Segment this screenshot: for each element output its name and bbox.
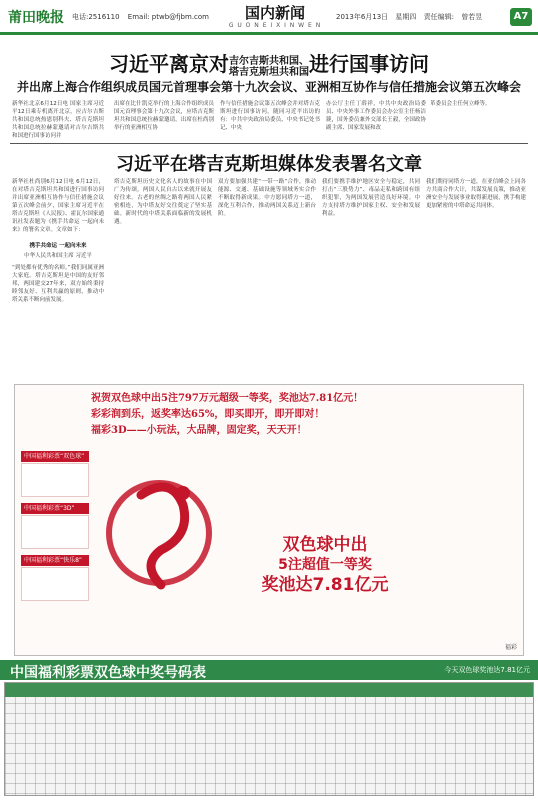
section-divider — [10, 143, 528, 144]
lottery-results-title: 中国福利彩票双色球中奖号码表 — [10, 665, 206, 681]
article2-column: 塔吉克斯坦历史文化名人的故事在中国广为传颂，两国人民自古以来就开展友好往来。古老的丝绸之路将两国人民紧密相连，为中塔友好交往奠定了坚实基础。新时代的中塔关系面临新的发展机遇。 — [114, 179, 212, 225]
article2-column: 我们要携手维护地区安全与稳定，共同打击“三股势力”、毒品走私和跨国有组织犯罪，为两国发展营造良好环境。中方支持塔方维护国家主权、安全和发展利益。 — [322, 179, 420, 217]
ad-banner-line: 祝贺双色球中出5注797万元超级一等奖，奖池达7.81亿元！ — [91, 393, 364, 404]
article1-column: 作与信任措施会议第五次峰会并对塔吉克斯坦进行国事访问。随同习近平出访的有：中共中央政治局委员、中央书记处书记、中央 — [220, 101, 320, 131]
article2-column: 新华社杜尚别6月12日电 6月12日，在对塔吉克斯坦共和国进行国事访问并出席亚洲相互协作与信任措施会议第五次峰会前夕，国家主席习近平在塔吉克斯坦《人民报》、霍瓦尔国家通讯社发表题为《携手共命运 一起向未来》的署名文章。文章如下： — [12, 179, 104, 233]
editor-label: 责任编辑: — [423, 13, 455, 21]
header-divider — [0, 32, 538, 35]
section-title — [220, 4, 330, 29]
ad-jackpot-line: 奖池达7.81亿元 — [261, 575, 389, 595]
lottery-results-grid — [4, 682, 534, 796]
article2-column: 双方要加强共建“一带一路”合作，推动能源、交通、基础设施等领域务实合作不断取得新成果。中方愿同塔方一道，深化互利合作，推动两国关系迈上新台阶。 — [218, 179, 316, 217]
ad-jackpot-line: 双色球中出 — [282, 535, 368, 555]
article1-column: 办公厅主任丁薛祥，中共中央政治局委员、中央外事工作委员会办公室主任杨洁篪，国务委员兼外交部长王毅，全国政协副主席、国家发展和改 — [326, 101, 426, 131]
article2-headline: 习近平在塔吉克斯坦媒体发表署名文章 — [116, 154, 422, 175]
article1-headline-small-1: 吉尔吉斯共和国、 — [229, 55, 309, 67]
ad-banner-line: 福彩3D——小玩法，大品牌，固定奖，天天开！ — [91, 425, 307, 436]
article2-column: 我们期待同塔方一道，在亚信峰会上同各方共商合作大计，共谋发展良策，推动亚洲安全与发展事业取得新进展，携手构建更加紧密的中塔命运共同体。 — [426, 179, 526, 209]
ad-banner-line: 彩彩润到乐，返奖率达65%，即买即开，即开即对！ — [91, 409, 325, 420]
ad-jackpot-line: 5注超值一等奖 — [278, 557, 372, 573]
contact-info — [72, 12, 215, 22]
article2-column: “到处都有优秀的名师。”我们同属亚洲大家庭。塔吉克斯坦是中国的友好邻邦，两国建交27年来，双方始终秉持睦邻友好、互利共赢的原则，推动中塔关系不断向前发展。 — [12, 265, 104, 303]
lottery-grid-header — [5, 683, 533, 697]
newspaper-logo: 莆田晚报 — [8, 10, 64, 26]
issue-weekday: 星期四 — [395, 13, 417, 21]
lottery-results-header — [0, 660, 538, 680]
article1-headline-small-2: 塔吉克斯坦共和国 — [229, 66, 309, 78]
email-address: Email: ptwb@fjbm.com — [127, 13, 209, 21]
ad-side-title: 中国福利彩票“双色球” — [21, 451, 89, 462]
article1-column: 出席在比什凯克举行的上海合作组织成员国元首理事会第十九次会议，应塔吉克斯坦共和国总统拉赫蒙邀请，出席在杜尚别举行的亚洲相互协 — [114, 101, 214, 131]
ad-side-block — [21, 463, 89, 497]
section-title-cn: 国内新闻 — [244, 4, 305, 22]
ad-jackpot-callout — [225, 535, 425, 596]
phone-number: 电话:2516110 — [72, 13, 120, 21]
article1-column: 新华社北京6月12日电 国家主席习近平12日乘专机离开北京，应吉尔吉斯共和国总统热恩别科夫、塔吉克斯坦共和国总统拉赫蒙邀请对吉尔吉斯共和国进行国事访问并 — [12, 101, 104, 139]
article1-column: 革委员会主任何立峰等。 — [430, 101, 491, 107]
ad-banner — [91, 391, 521, 451]
welfare-lottery-logo-icon — [101, 455, 221, 605]
article1-headline — [0, 48, 538, 78]
article1-subheadline: 并出席上海合作组织成员国元首理事会第十九次会议、亚洲相互协作与信任措施会议第五次峰会 — [16, 80, 521, 94]
ad-side-title: 中国福利彩票“快乐8” — [21, 555, 89, 566]
ad-side-title: 中国福利彩票“3D” — [21, 503, 89, 514]
ad-side-block — [21, 567, 89, 601]
lottery-advertisement — [14, 384, 524, 656]
article2-inset-title: 携手共命运 一起向未来 — [29, 243, 87, 249]
article1-headline-countries — [229, 56, 309, 78]
page-number-badge: A7 — [510, 8, 532, 26]
section-title-en: G U O N E I X I N W E N — [228, 22, 322, 29]
issue-info — [336, 12, 487, 22]
issue-date: 2013年6月13日 — [336, 13, 389, 21]
article1-headline-lead: 习近平离京对 — [109, 52, 229, 76]
designer-name: 曾若昱 — [461, 13, 483, 21]
ad-signature: 福彩 — [504, 644, 517, 651]
ad-side-block — [21, 515, 89, 549]
article2-byline: 中华人民共和国主席 习近平 — [24, 253, 92, 259]
lottery-results-note: 今天双色球奖池达7.81亿元 — [444, 666, 530, 674]
article1-headline-tail: 进行国事访问 — [309, 52, 429, 76]
